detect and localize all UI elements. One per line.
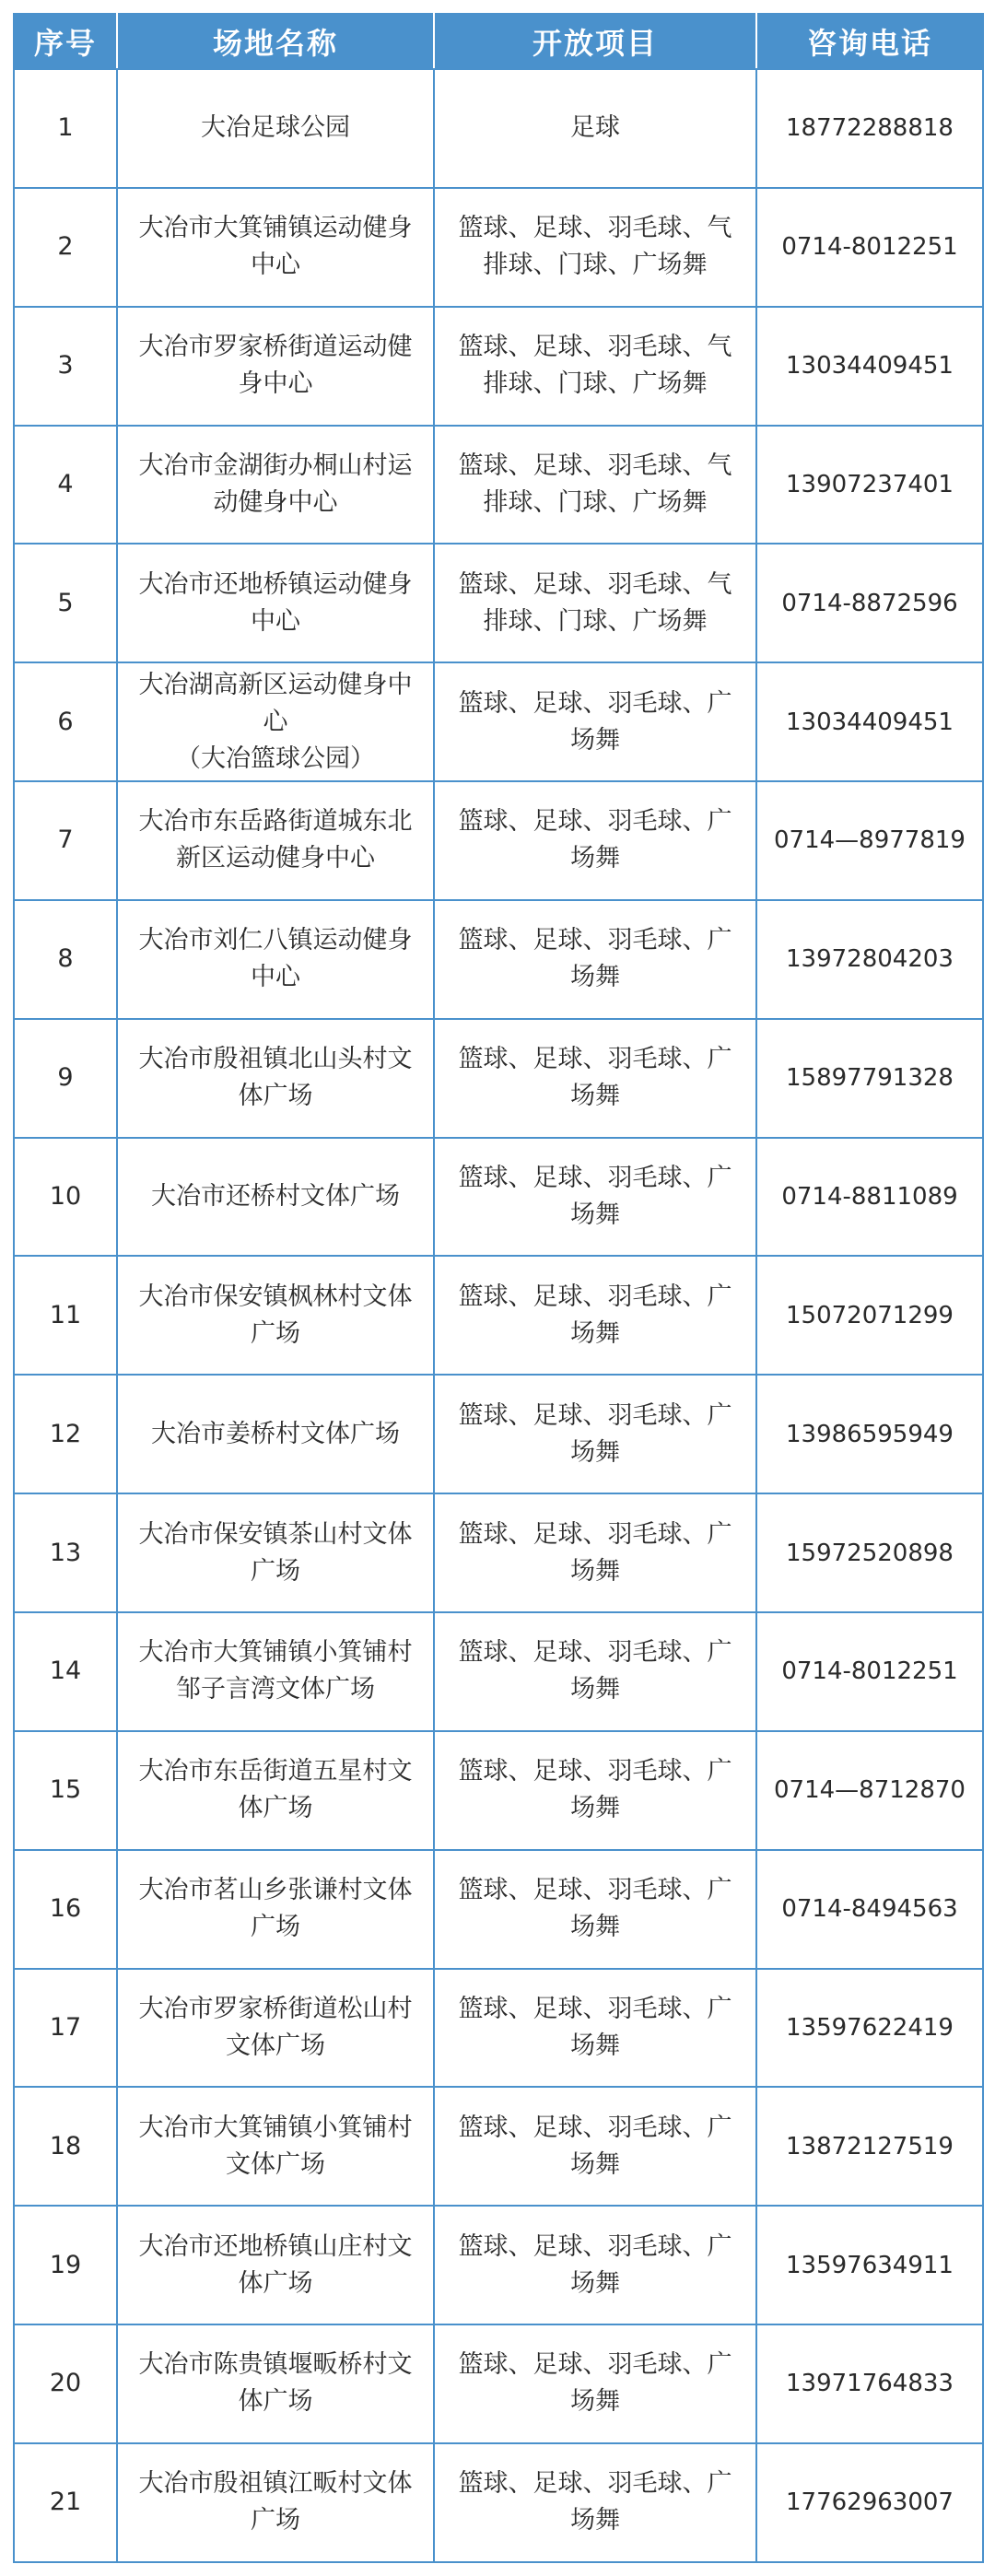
phone-number: 13986595949: [756, 1375, 983, 1493]
table-row: [14, 662, 983, 781]
phone-number: 15072071299: [756, 1256, 983, 1375]
venue-name-cell: [117, 1256, 434, 1375]
venue-name-cell: [117, 1138, 434, 1257]
venue-name-cell: [117, 1969, 434, 2088]
venue-name-cell: [117, 2324, 434, 2443]
venue-name-cell: [117, 426, 434, 544]
open-items: 篮球、足球、羽毛球、气排球、门球、广场舞: [434, 426, 756, 544]
row-number: 12: [14, 1375, 117, 1493]
table-row: [14, 2324, 983, 2443]
open-items: 篮球、足球、羽毛球、气排球、门球、广场舞: [434, 307, 756, 426]
open-items: 篮球、足球、羽毛球、广场舞: [434, 2324, 756, 2443]
header-number: 序号: [14, 14, 117, 69]
row-number: 2: [14, 188, 117, 307]
open-items: 篮球、足球、羽毛球、广场舞: [434, 2087, 756, 2206]
venue-name-note: （大冶篮球公园）: [176, 744, 375, 773]
phone-number: 13972804203: [756, 900, 983, 1019]
table-row: [14, 1493, 983, 1612]
venue-name-cell: [117, 1612, 434, 1731]
venue-name-cell: [117, 307, 434, 426]
phone-number: 13971764833: [756, 2324, 983, 2443]
phone-number: 17762963007: [756, 2443, 983, 2562]
venue-name: 大冶市还地桥镇运动健身中心: [138, 569, 413, 636]
venue-table: [13, 13, 984, 2563]
table-row: [14, 307, 983, 426]
row-number: 10: [14, 1138, 117, 1257]
table-row: [14, 1019, 983, 1138]
row-number: 6: [14, 662, 117, 781]
open-items: 篮球、足球、羽毛球、广场舞: [434, 900, 756, 1019]
venue-name-cell: [117, 2087, 434, 2206]
venue-name: 大冶湖高新区运动健身中心: [138, 670, 413, 736]
phone-number: 0714-8811089: [756, 1138, 983, 1257]
venue-name: 大冶市东岳路街道城东北新区运动健身中心: [138, 807, 413, 873]
venue-name: 大冶市金湖街办桐山村运动健身中心: [138, 451, 413, 517]
venue-name: 大冶市罗家桥街道运动健身中心: [138, 333, 413, 399]
venue-name: 大冶市茗山乡张谦村文体广场: [138, 1876, 413, 1942]
open-items: 篮球、足球、羽毛球、广场舞: [434, 2443, 756, 2562]
phone-number: 13034409451: [756, 662, 983, 781]
venue-name: 大冶市殷祖镇北山头村文体广场: [138, 1045, 413, 1111]
header-venue-name: 场地名称: [117, 14, 434, 69]
table-row: [14, 2206, 983, 2324]
venue-name: 大冶市大箕铺镇小箕铺村邹子言湾文体广场: [138, 1638, 413, 1704]
venue-name-cell: [117, 544, 434, 662]
open-items: 篮球、足球、羽毛球、广场舞: [434, 1138, 756, 1257]
open-items: 篮球、足球、羽毛球、广场舞: [434, 2206, 756, 2324]
venue-name-cell: [117, 2443, 434, 2562]
open-items: 篮球、足球、羽毛球、气排球、门球、广场舞: [434, 188, 756, 307]
venue-name-cell: [117, 1375, 434, 1493]
open-items: 篮球、足球、羽毛球、广场舞: [434, 1850, 756, 1969]
venue-name: 大冶市殷祖镇江畈村文体广场: [138, 2469, 413, 2535]
table-row: [14, 544, 983, 662]
phone-number: 13597634911: [756, 2206, 983, 2324]
venue-name-cell: [117, 781, 434, 900]
venue-name-cell: [117, 662, 434, 781]
row-number: 15: [14, 1731, 117, 1850]
phone-number: 0714-8012251: [756, 188, 983, 307]
phone-number: 0714-8494563: [756, 1850, 983, 1969]
table-row: [14, 1256, 983, 1375]
venue-name: 大冶市姜桥村文体广场: [151, 1419, 400, 1448]
row-number: 13: [14, 1493, 117, 1612]
open-items: 篮球、足球、羽毛球、气排球、门球、广场舞: [434, 544, 756, 662]
header-open-items: 开放项目: [434, 14, 756, 69]
row-number: 3: [14, 307, 117, 426]
table-row: [14, 2443, 983, 2562]
open-items: 篮球、足球、羽毛球、广场舞: [434, 1019, 756, 1138]
table-row: [14, 1612, 983, 1731]
row-number: 14: [14, 1612, 117, 1731]
open-items: 篮球、足球、羽毛球、广场舞: [434, 662, 756, 781]
venue-name: 大冶足球公园: [201, 113, 350, 143]
venue-name-cell: [117, 69, 434, 188]
venue-name-cell: [117, 1731, 434, 1850]
table-row: [14, 900, 983, 1019]
venue-name: 大冶市东岳街道五星村文体广场: [138, 1757, 413, 1823]
phone-number: 0714-8012251: [756, 1612, 983, 1731]
phone-number: 15897791328: [756, 1019, 983, 1138]
row-number: 7: [14, 781, 117, 900]
venue-name-cell: [117, 900, 434, 1019]
venue-name: 大冶市刘仁八镇运动健身中心: [138, 926, 413, 992]
phone-number: 0714-8872596: [756, 544, 983, 662]
venue-name: 大冶市保安镇枫林村文体广场: [138, 1282, 413, 1348]
row-number: 9: [14, 1019, 117, 1138]
row-number: 21: [14, 2443, 117, 2562]
venue-name-cell: [117, 2206, 434, 2324]
open-items: 篮球、足球、羽毛球、广场舞: [434, 1256, 756, 1375]
row-number: 17: [14, 1969, 117, 2088]
venue-name-cell: [117, 1493, 434, 1612]
table-row: [14, 188, 983, 307]
table-row: [14, 69, 983, 188]
venue-name: 大冶市保安镇茶山村文体广场: [138, 1519, 413, 1586]
open-items: 篮球、足球、羽毛球、广场舞: [434, 781, 756, 900]
row-number: 19: [14, 2206, 117, 2324]
venue-name: 大冶市大箕铺镇运动健身中心: [138, 214, 413, 280]
row-number: 8: [14, 900, 117, 1019]
row-number: 4: [14, 426, 117, 544]
phone-number: 18772288818: [756, 69, 983, 188]
row-number: 1: [14, 69, 117, 188]
phone-number: 15972520898: [756, 1493, 983, 1612]
phone-number: 0714—8977819: [756, 781, 983, 900]
open-items: 篮球、足球、羽毛球、广场舞: [434, 1612, 756, 1731]
table-row: [14, 2087, 983, 2206]
row-number: 20: [14, 2324, 117, 2443]
table-row: [14, 1138, 983, 1257]
venue-name: 大冶市罗家桥街道松山村文体广场: [138, 1994, 413, 2060]
header-phone: 咨询电话: [756, 14, 983, 69]
open-items: 篮球、足球、羽毛球、广场舞: [434, 1493, 756, 1612]
table-row: [14, 1969, 983, 2088]
venue-name: 大冶市陈贵镇堰畈桥村文体广场: [138, 2350, 413, 2417]
venue-name-cell: [117, 188, 434, 307]
table-row: [14, 426, 983, 544]
table-header: [14, 14, 983, 69]
table-row: [14, 1731, 983, 1850]
venue-name: 大冶市还地桥镇山庄村文体广场: [138, 2231, 413, 2298]
phone-number: 13872127519: [756, 2087, 983, 2206]
table-row: [14, 1850, 983, 1969]
venue-name-cell: [117, 1019, 434, 1138]
phone-number: 13034409451: [756, 307, 983, 426]
open-items: 篮球、足球、羽毛球、广场舞: [434, 1731, 756, 1850]
venue-name: 大冶市还桥村文体广场: [151, 1182, 400, 1212]
phone-number: 0714—8712870: [756, 1731, 983, 1850]
table-row: [14, 781, 983, 900]
open-items: 篮球、足球、羽毛球、广场舞: [434, 1375, 756, 1493]
venue-name: 大冶市大箕铺镇小箕铺村文体广场: [138, 2113, 413, 2179]
header-row: [14, 14, 983, 69]
open-items: 足球: [434, 69, 756, 188]
row-number: 18: [14, 2087, 117, 2206]
open-items: 篮球、足球、羽毛球、广场舞: [434, 1969, 756, 2088]
row-number: 11: [14, 1256, 117, 1375]
venue-name-cell: [117, 1850, 434, 1969]
phone-number: 13907237401: [756, 426, 983, 544]
phone-number: 13597622419: [756, 1969, 983, 2088]
table-body: [14, 69, 983, 2562]
row-number: 5: [14, 544, 117, 662]
row-number: 16: [14, 1850, 117, 1969]
table-row: [14, 1375, 983, 1493]
